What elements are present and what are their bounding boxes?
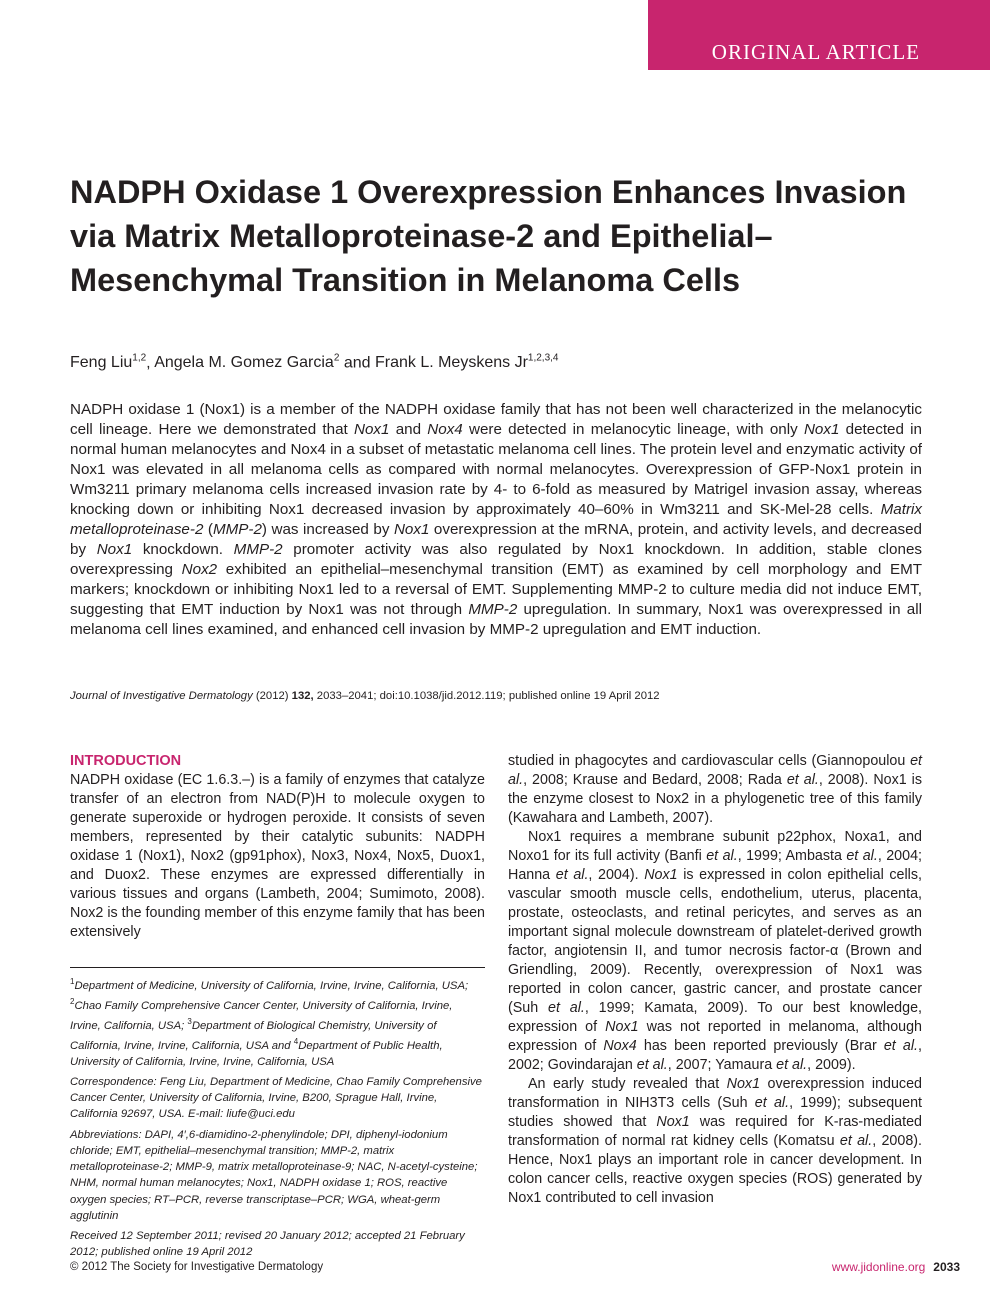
right-column (508, 752, 922, 1208)
article-type-label: ORIGINAL ARTICLE (711, 40, 920, 64)
page-number: 2033 (933, 1260, 960, 1274)
author-1[interactable]: Feng Liu$^{1,2}$ (70, 353, 147, 372)
article-type-banner (648, 0, 990, 70)
right-paragraph-1: studied in phagocytes and cardiovascular cells (Giannopoulou et al., 2008; Krause and Bedard, 2008; Rada et al., 2008). Nox1 is the enzyme closest to Nox2 in a phylogenetic tree of this family (Kawahara and Lambeth, 2007). (508, 753, 922, 826)
intro-paragraph-1: NADPH oxidase (EC 1.6.3.–) is a family of enzymes that catalyze transfer of an electron from NAD(P)H to molecule oxygen to generate superoxide or hydrogen peroxide. It consists of seven members, represented by their catalytic subunits: NADPH oxidase 1 (Nox1), Nox2 (gp91phox), Nox3, Nox4, Nox5, Duox1, and Duox2. These enzymes are expressed differentially in various tissues and organs (Lambeth, 2004; Sumimoto, 2008). Nox2 is the founding member of this enzyme family that has been extensively (70, 772, 485, 940)
author-list: Feng Liu$^{1,2}$, Angela M. Gomez Garcia$^2$ and Frank L. Meyskens Jr$^{1,2,3,4}$ (70, 353, 559, 372)
author-2[interactable]: Angela M. Gomez Garcia$^2$ (154, 353, 340, 372)
footer-right (832, 1259, 960, 1275)
article-title: NADPH Oxidase 1 Overexpression Enhances Invasion via Matrix Metalloproteinase-2 and Epithelial–Mesenchymal Transition in Melanoma Cells (70, 174, 907, 298)
right-paragraph-2: Nox1 requires a membrane subunit p22phox, Noxa1, and Noxo1 for its full activity (Banfi et al., 1999; Ambasta et al., 2004; Hanna et al., 2004). Nox1 is expressed in colon epithelial cells, vascular smooth muscle cells, endothelium, uterus, placenta, prostate, osteoclasts, and retinal pericytes, and serves as an important signal molecule downstream of platelet-derived growth factor, angiotensin II, and tumor necrosis factor-α (Brown and Griendling, 2009). Recently, overexpression of Nox1 was reported in colon cancer, gastric cancer, and prostate cancer (Suh et al., 1999; Kamata, 2009). To our best knowledge, expression of Nox1 was not reported in melanoma, although expression of Nox4 has been reported previously (Brar et al., 2002; Govindarajan et al., 2007; Yamaura et al., 2009). (508, 829, 923, 1073)
right-paragraph-3: An early study revealed that Nox1 overexpression induced transformation in NIH3T3 cells (Suh et al., 1999); subsequent studies showed that Nox1 was required for K-ras-mediated transformation of normal rat kidney cells (Komatsu et al., 2008). Hence, Nox1 plays an important role in cancer development. In colon cancer cells, reactive oxygen species (ROS) generated by Nox1 contributed to cell invasion (508, 1076, 923, 1206)
journal-url-link[interactable]: www.jidonline.org (831, 1260, 926, 1274)
left-column (70, 752, 485, 942)
copyright-notice: © 2012 The Society for Investigative Dermatology (70, 1261, 324, 1273)
citation-line: Journal of Investigative Dermatology (2012) 132, 2033–2041; doi:10.1038/jid.2012.119; published online 19 April 2012 (70, 690, 660, 702)
footnote-divider (70, 967, 485, 968)
footnote-affiliations: $^1$Department of Medicine, University of California, Irvine, Irvine, California, USA; $^2$Chao Family Comprehensive Cancer Center, University of California, Irvine, Irvine, California, USA; $^3$Department of Biological Chemistry, University of California, Irvine, Irvine, California, USA and $^4$Department of Public Health, University of California, Irvine, Irvine, California, USA (70, 977, 469, 1068)
author-3[interactable]: Frank L. Meyskens Jr$^{1,2,3,4}$ (374, 353, 559, 372)
footnote-abbreviations: Abbreviations: DAPI, 4′,6-diamidino-2-phenylindole; DPI, diphenyl-iodonium chloride; EMT, epithelial–mesenchymal transition; MMP-2, matrix metalloproteinase-2; MMP-9, matrix metalloproteinase-9; NAC, N-acetyl-cysteine; NHM, normal human melanocytes; Nox1, NADPH oxidase 1; ROS, reactive oxygen species; RT–PCR, reverse transcriptase–PCR; WGA, wheat-germ agglutinin (70, 1128, 478, 1222)
footnotes (70, 974, 485, 1264)
footnote-dates: Received 12 September 2011; revised 20 January 2012; accepted 21 February 2012; published online 19 April 2012 (70, 1229, 465, 1259)
abstract: NADPH oxidase 1 (Nox1) is a member of the NADPH oxidase family that has not been well characterized in the melanocytic cell lineage. Here we demonstrated that Nox1 and Nox4 were detected in melanocytic lineage, with only Nox1 detected in normal human melanocytes and Nox4 in a subset of metastatic melanoma cell lines. The protein level and enzymatic activity of Nox1 was elevated in all melanoma cells as compared with normal melanocytes. Overexpression of GFP-Nox1 protein in Wm3211 primary melanoma cells increased invasion rate by 4- to 6-fold as measured by Matrigel invasion assay, whereas knocking down or inhibiting Nox1 decreased invasion by approximately 40–60% in Wm3211 and SK-Mel-28 cells. Matrix metalloproteinase-2 (MMP-2) was increased by Nox1 overexpression at the mRNA, protein, and activity levels, and decreased by Nox1 knockdown. MMP-2 promoter activity was also regulated by Nox1 knockdown. In addition, stable clones overexpressing Nox2 exhibited an epithelial–mesenchymal transition (EMT) as examined by cell morphology and EMT markers; knockdown or inhibiting Nox1 led to a reversal of EMT. Supplementing MMP-2 to culture media did not induce EMT, suggesting that EMT induction by Nox1 was not through MMP-2 upregulation. In summary, Nox1 was overexpressed in all melanoma cell lines examined, and enhanced cell invasion by MMP-2 upregulation and EMT induction. (70, 401, 923, 638)
section-heading-introduction: INTRODUCTION (70, 753, 182, 769)
footnote-correspondence: Correspondence: Feng Liu, Department of Medicine, Chao Family Comprehensive Cancer Center, University of California, Irvine, B200, Sprague Hall, Irvine, California 92697, USA. E-mail: liufe@uci.edu (70, 1076, 482, 1121)
